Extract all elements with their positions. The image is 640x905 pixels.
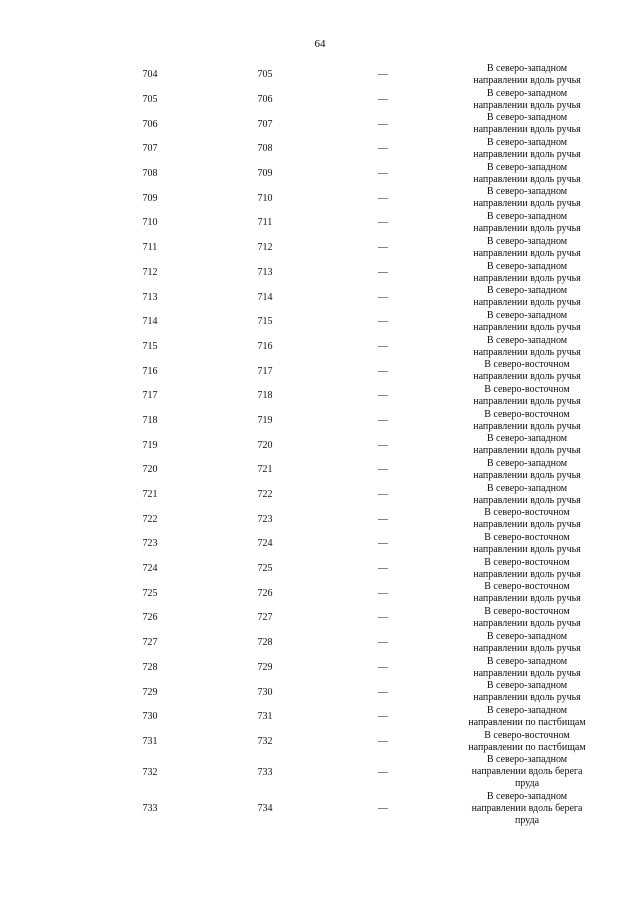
description-line: В северо-восточном [484, 729, 570, 741]
table-row [0, 335, 640, 360]
to-point: 727 [257, 612, 273, 624]
from-point: 716 [142, 365, 158, 377]
direction-description [452, 359, 602, 383]
description-line: направлении вдоль ручья [473, 321, 581, 333]
description-line: В северо-восточном [484, 359, 570, 371]
direction-description [452, 557, 602, 581]
description-line: В северо-западном [486, 655, 568, 667]
to-point: 706 [257, 94, 273, 106]
direction-description [452, 754, 602, 790]
description-line: направлении вдоль берега [471, 802, 583, 814]
table-row [0, 581, 640, 606]
to-point: 721 [257, 464, 273, 476]
to-point: 714 [257, 291, 273, 303]
to-point: 734 [257, 803, 273, 814]
direction-description [452, 483, 602, 507]
direction-description [452, 458, 602, 482]
from-point: 712 [142, 266, 158, 278]
dash-cell: — [378, 69, 388, 81]
table-row [0, 310, 640, 335]
description-line: пруда [514, 814, 540, 826]
to-point: 718 [257, 390, 273, 402]
to-point: 719 [257, 414, 273, 426]
table-row [0, 705, 640, 730]
description-line: В северо-западном [486, 680, 568, 692]
direction-description [452, 730, 602, 754]
description-line: направлении вдоль ручья [473, 445, 581, 457]
description-line: направлении вдоль ручья [473, 272, 581, 284]
direction-description [452, 791, 602, 827]
description-line: В северо-западном [486, 433, 568, 445]
dash-cell: — [378, 686, 388, 698]
to-point: 723 [257, 513, 273, 525]
from-point: 711 [142, 242, 158, 254]
from-point: 708 [142, 168, 158, 180]
from-point: 729 [142, 686, 158, 698]
description-line: направлении вдоль ручья [473, 247, 581, 259]
description-line: направлении вдоль ручья [473, 642, 581, 654]
table-row [0, 112, 640, 137]
description-line: В северо-западном [486, 482, 568, 494]
to-point: 705 [257, 69, 273, 81]
to-point: 708 [257, 143, 273, 155]
description-line: направлении вдоль ручья [473, 618, 581, 630]
dash-cell: — [378, 538, 388, 550]
description-line: направлении вдоль ручья [473, 75, 581, 86]
from-point: 724 [142, 563, 158, 575]
from-point: 715 [142, 340, 158, 352]
description-line: направлении по пастбищам [468, 741, 586, 753]
table-row [0, 409, 640, 434]
to-point: 716 [257, 340, 273, 352]
table-row [0, 483, 640, 508]
description-line: направлении вдоль ручья [473, 395, 581, 407]
description-line: направлении вдоль ручья [473, 494, 581, 506]
table-row [0, 186, 640, 211]
from-point: 718 [142, 414, 158, 426]
direction-description [452, 507, 602, 531]
description-line: направлении вдоль ручья [473, 692, 581, 704]
dash-cell: — [378, 365, 388, 377]
to-point: 720 [257, 439, 273, 451]
table-row [0, 359, 640, 384]
description-line: В северо-западном [486, 309, 568, 321]
to-point: 729 [257, 661, 273, 673]
direction-description [452, 680, 602, 704]
dash-cell: — [378, 94, 388, 106]
description-line: В северо-восточном [484, 408, 570, 420]
dash-cell: — [378, 464, 388, 476]
to-point: 713 [257, 266, 273, 278]
dash-cell: — [378, 661, 388, 673]
description-line: направлении вдоль ручья [473, 420, 581, 432]
direction-description [452, 137, 602, 161]
table-row [0, 656, 640, 681]
dash-cell: — [378, 118, 388, 130]
description-line: направлении по пастбищам [468, 716, 586, 728]
description-line: В северо-западном [486, 235, 568, 247]
direction-description [452, 335, 602, 359]
from-point: 725 [142, 587, 158, 599]
description-line: направлении вдоль ручья [473, 519, 581, 531]
from-point: 723 [142, 538, 158, 550]
description-line: В северо-западном [486, 630, 568, 642]
to-point: 715 [257, 316, 273, 328]
table-row [0, 236, 640, 261]
to-point: 712 [257, 242, 273, 254]
from-point: 719 [142, 439, 158, 451]
dash-cell: — [378, 291, 388, 303]
direction-description [452, 236, 602, 260]
from-point: 705 [142, 94, 158, 106]
to-point: 730 [257, 686, 273, 698]
table-row [0, 791, 640, 828]
to-point: 728 [257, 637, 273, 649]
description-line: В северо-восточном [484, 556, 570, 568]
direction-description [452, 631, 602, 655]
description-line: направлении вдоль ручья [473, 149, 581, 161]
dash-cell: — [378, 711, 388, 723]
from-point: 707 [142, 143, 158, 155]
from-point: 730 [142, 711, 158, 723]
direction-description [452, 186, 602, 210]
table-row [0, 433, 640, 458]
boundary-table [0, 63, 640, 827]
description-line: направлении вдоль ручья [473, 371, 581, 383]
from-point: 721 [142, 489, 158, 501]
table-row [0, 63, 640, 88]
dash-cell: — [378, 217, 388, 229]
to-point: 707 [257, 118, 273, 130]
dash-cell: — [378, 587, 388, 599]
description-line: В северо-западном [486, 285, 568, 297]
description-line: пруда [514, 778, 540, 790]
description-line: В северо-западном [486, 112, 568, 124]
table-row [0, 384, 640, 409]
from-point: 704 [142, 69, 158, 81]
description-line: В северо-западном [486, 161, 568, 173]
direction-description [452, 705, 602, 729]
table-row [0, 507, 640, 532]
from-point: 727 [142, 637, 158, 649]
description-line: направлении вдоль ручья [473, 593, 581, 605]
description-line: В северо-восточном [484, 581, 570, 593]
to-point: 709 [257, 168, 273, 180]
description-line: направлении вдоль ручья [473, 198, 581, 210]
table-row [0, 137, 640, 162]
table-row [0, 730, 640, 755]
direction-description [452, 409, 602, 433]
table-row [0, 162, 640, 187]
dash-cell: — [378, 803, 388, 814]
dash-cell: — [378, 414, 388, 426]
dash-cell: — [378, 637, 388, 649]
description-line: направлении вдоль ручья [473, 173, 581, 185]
dash-cell: — [378, 143, 388, 155]
dash-cell: — [378, 340, 388, 352]
description-line: направлении вдоль ручья [473, 223, 581, 235]
table-row [0, 754, 640, 791]
table-row [0, 88, 640, 113]
direction-description [452, 112, 602, 136]
description-line: В северо-западном [486, 334, 568, 346]
from-point: 706 [142, 118, 158, 130]
direction-description [452, 433, 602, 457]
dash-cell: — [378, 192, 388, 204]
to-point: 733 [257, 766, 273, 778]
to-point: 725 [257, 563, 273, 575]
from-point: 733 [142, 803, 158, 814]
dash-cell: — [378, 390, 388, 402]
description-line: направлении вдоль ручья [473, 470, 581, 481]
table-row [0, 285, 640, 310]
description-line: В северо-западном [486, 211, 568, 223]
direction-description [452, 384, 602, 408]
table-row [0, 631, 640, 656]
from-point: 714 [142, 316, 158, 328]
table-row [0, 680, 640, 705]
description-line: направлении вдоль ручья [473, 346, 581, 358]
dash-cell: — [378, 513, 388, 525]
to-point: 732 [257, 735, 273, 747]
description-line: В северо-западном [486, 704, 568, 716]
direction-description [452, 532, 602, 556]
description-line: В северо-западном [486, 137, 568, 149]
to-point: 710 [257, 192, 273, 204]
to-point: 724 [257, 538, 273, 550]
from-point: 722 [142, 513, 158, 525]
table-row [0, 458, 640, 483]
description-line: В северо-западном [486, 790, 568, 802]
direction-description [452, 285, 602, 309]
direction-description [452, 162, 602, 186]
dash-cell: — [378, 168, 388, 180]
direction-description [452, 261, 602, 285]
dash-cell: — [378, 242, 388, 254]
dash-cell: — [378, 563, 388, 575]
description-line: направлении вдоль ручья [473, 99, 581, 111]
description-line: В северо-западном [486, 63, 568, 74]
direction-description [452, 656, 602, 680]
description-line: направлении вдоль ручья [473, 667, 581, 679]
description-line: направлении вдоль ручья [473, 297, 581, 309]
description-line: В северо-восточном [484, 606, 570, 618]
from-point: 728 [142, 661, 158, 673]
from-point: 732 [142, 766, 158, 778]
description-line: направлении вдоль берега [471, 766, 583, 778]
dash-cell: — [378, 612, 388, 624]
table-row [0, 261, 640, 286]
dash-cell: — [378, 266, 388, 278]
table-row [0, 557, 640, 582]
table-row [0, 606, 640, 631]
description-line: В северо-восточном [484, 532, 570, 544]
to-point: 717 [257, 365, 273, 377]
to-point: 722 [257, 489, 273, 501]
direction-description [452, 63, 602, 87]
dash-cell: — [378, 766, 388, 778]
direction-description [452, 310, 602, 334]
description-line: направлении вдоль ручья [473, 124, 581, 136]
from-point: 731 [142, 735, 158, 747]
page-number: 64 [314, 38, 326, 50]
to-point: 711 [257, 217, 273, 229]
to-point: 731 [257, 711, 273, 723]
direction-description [452, 606, 602, 630]
direction-description [452, 88, 602, 112]
description-line: В северо-западном [486, 87, 568, 99]
table-row [0, 211, 640, 236]
to-point: 726 [257, 587, 273, 599]
direction-description [452, 211, 602, 235]
description-line: направлении вдоль ручья [473, 568, 581, 580]
dash-cell: — [378, 316, 388, 328]
direction-description [452, 581, 602, 605]
from-point: 720 [142, 464, 158, 476]
description-line: В северо-западном [486, 186, 568, 198]
from-point: 717 [142, 390, 158, 402]
description-line: В северо-западном [486, 754, 568, 766]
description-line: В северо-восточном [484, 507, 570, 519]
description-line: В северо-западном [486, 458, 568, 469]
from-point: 710 [142, 217, 158, 229]
from-point: 709 [142, 192, 158, 204]
from-point: 726 [142, 612, 158, 624]
description-line: направлении вдоль ручья [473, 544, 581, 556]
dash-cell: — [378, 489, 388, 501]
description-line: В северо-восточном [484, 383, 570, 395]
description-line: В северо-западном [486, 260, 568, 272]
table-row [0, 532, 640, 557]
from-point: 713 [142, 291, 158, 303]
dash-cell: — [378, 439, 388, 451]
dash-cell: — [378, 735, 388, 747]
